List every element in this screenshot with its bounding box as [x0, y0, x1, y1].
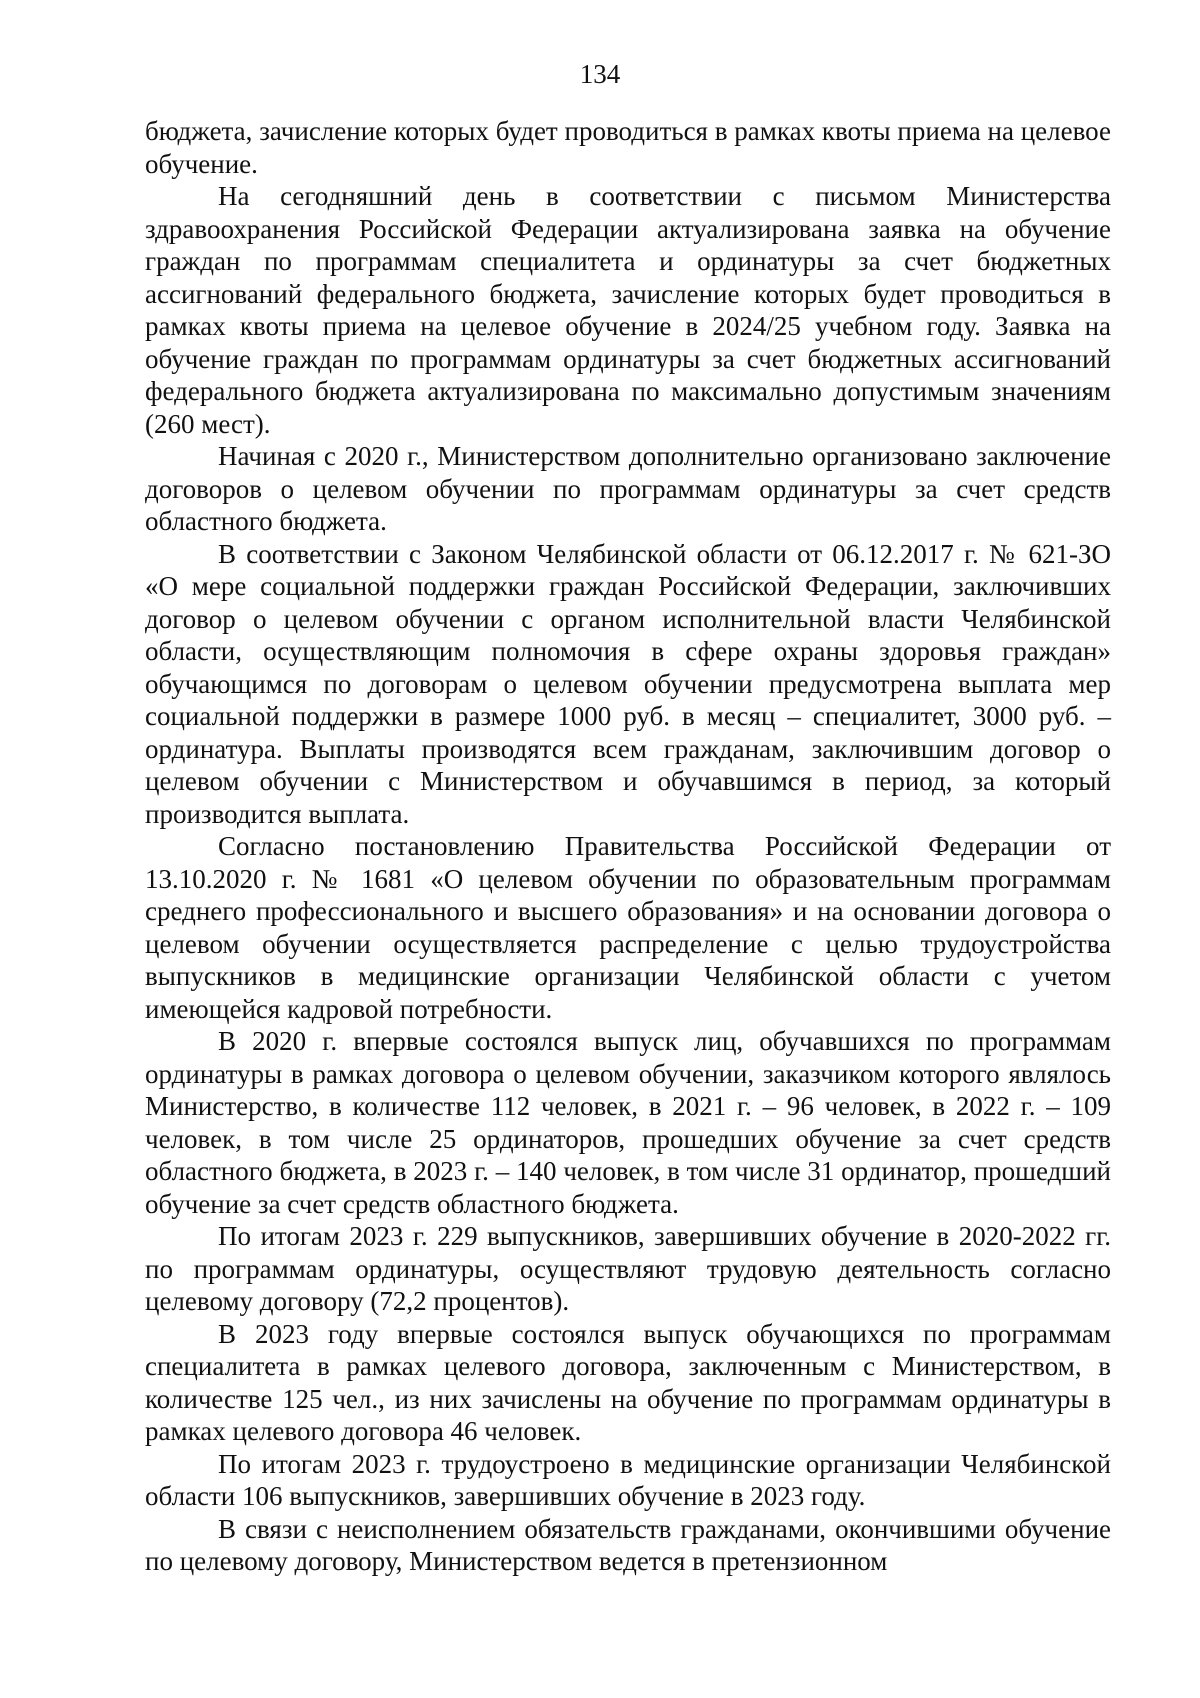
paragraph-obligations-claims: В связи с неисполнением обязательств гражданами, окончившими обучение по целевому договору, Министерством ведется в претензионном — [145, 1513, 1111, 1576]
paragraph-specialist-graduates: В 2023 году впервые состоялся выпуск обучающихся по программам специалитета в рамках целевого договора, заключенным с Министерством, в количестве 125 чел., из них зачислены на обучение по программам ординатуры в рамках целевого договора 46 человек. — [145, 1318, 1111, 1446]
paragraph-2023-employment: По итогам 2023 г. 229 выпускников, завершивших обучение в 2020-2022 гг. по программам ординатуры, осуществляют трудовую деятельность согласно целевому договору (72,2 процентов). — [145, 1221, 1111, 1316]
page-number: 134 — [579, 59, 621, 89]
paragraph-social-support-law: В соответствии с Законом Челябинской области от 06.12.2017 г. № 621-ЗО «О мере социальной поддержки граждан Российской Федерации, заключивших договор о целевом обучении с органом исполнительной власти Челябинской области, осуществляющим полномочия в сфере охраны здоровья граждан» обучающимся по договорам о целевом обучении предусмотрена выплата мер социальной поддержки в размере 1000 руб. в месяц – специалитет, 3000 руб. – ординатура. Выплаты производятся всем гражданам, заключившим договор о целевом обучении с Министерством и обучавшимся в период, за который производится выплата. — [145, 538, 1111, 829]
paragraph-graduates-history: В 2020 г. впервые состоялся выпуск лиц, обучавшихся по программам ординатуры в рамках договора о целевом обучении, заказчиком которого являлось Министерство, в количестве 112 человек, в 2021 г. – 96 человек, в 2022 г. – 109 человек, в том числе 25 ординаторов, прошедших обучение за счет средств областного бюджета, в 2023 г. – 140 человек, в том числе 31 ординатор, прошедший обучение за счет средств областного бюджета. — [145, 1026, 1111, 1219]
paragraph-regional-funding: Начиная с 2020 г., Министерством дополнительно организовано заключение договоров о целевом обучении по программам ординатуры за счет средств областного бюджета. — [145, 441, 1111, 536]
paragraph-continuation: бюджета, зачисление которых будет проводиться в рамках квоты приема на целевое обучение. — [145, 116, 1111, 179]
paragraph-employed-2023: По итогам 2023 г. трудоустроено в медицинские организации Челябинской области 106 выпускников, завершивших обучение в 2023 году. — [145, 1448, 1111, 1511]
paragraph-application-update: На сегодняшний день в соответствии с письмом Министерства здравоохранения Российской Федерации актуализирована заявка на обучение граждан по программам специалитета и ординатуры за счет бюджетных ассигнований федерального бюджета, зачисление которых будет проводиться в рамках квоты приема на целевое обучение в 2024/25 учебном году. Заявка на обучение граждан по программам ординатуры за счет бюджетных ассигнований федерального бюджета актуализирована по максимально допустимым значениям (260 мест). — [145, 181, 1111, 439]
paragraph-government-decree: Согласно постановлению Правительства Российской Федерации от 13.10.2020 г. № 1681 «О целевом обучении по образовательным программам среднего профессионального и высшего образования» и на основании договора о целевом обучении осуществляется распределение с целью трудоустройства выпускников в медицинские организации Челябинской области с учетом имеющейся кадровой потребности. — [145, 831, 1111, 1024]
document-body — [145, 115, 1111, 1578]
